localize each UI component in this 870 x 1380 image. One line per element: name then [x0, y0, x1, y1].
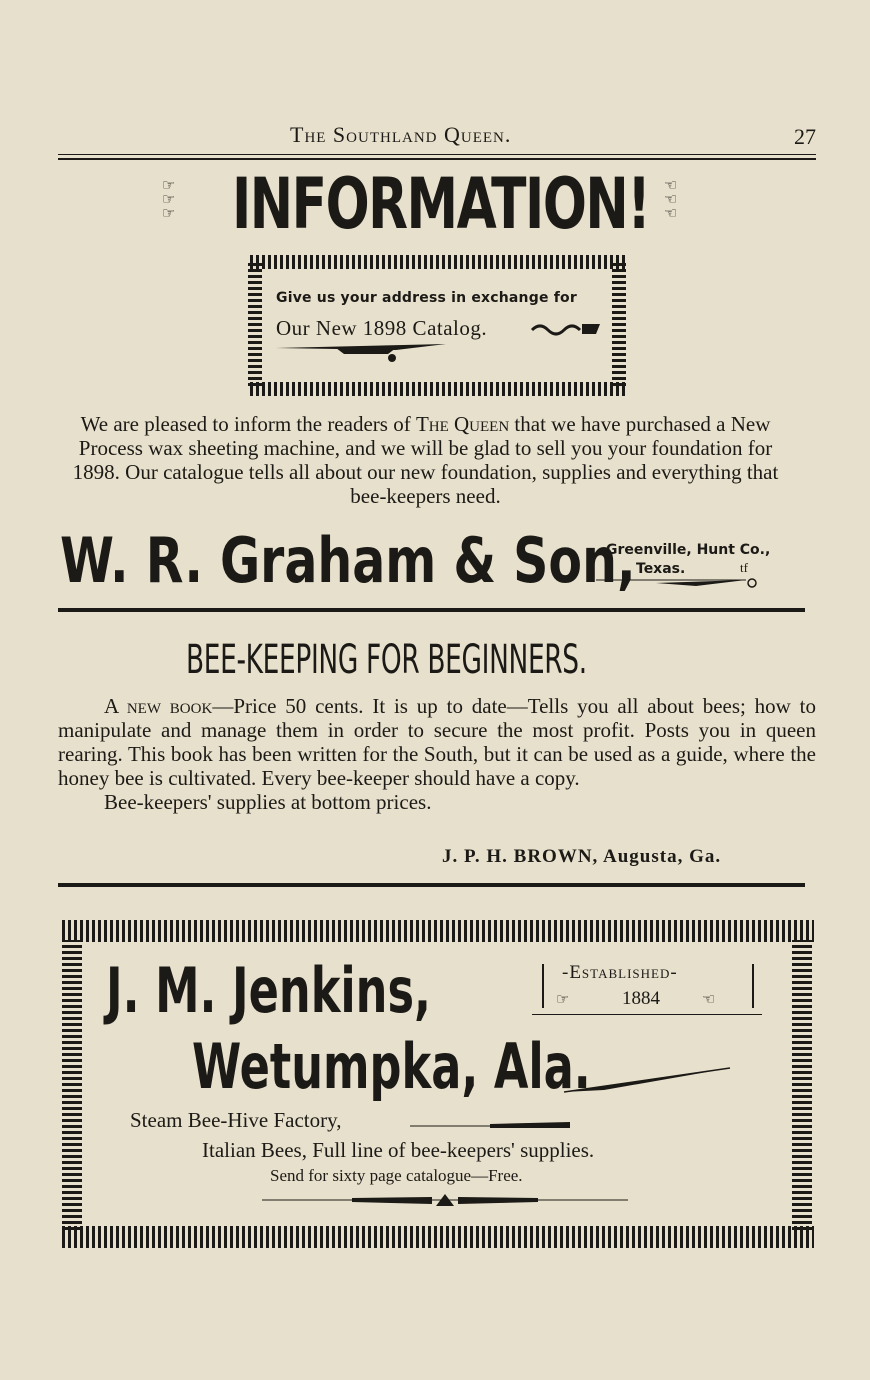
header-rule-bottom [58, 158, 816, 160]
jenkins-bottom-flourish [262, 1192, 628, 1212]
book-signature: J. P. H. BROWN, Augusta, Ga. [442, 846, 722, 867]
jenkins-line-3: Send for sixty page catalogue—Free. [270, 1166, 523, 1185]
jenkins-line-1: Steam Bee-Hive Factory, [130, 1108, 342, 1132]
box-underline-flourish [276, 340, 452, 364]
jenkins-name: J. M. Jenkins, [106, 954, 432, 1027]
firm-name: W. R. Graham & Son, [60, 524, 636, 597]
jenkins-fringe-right [792, 940, 812, 1230]
book-title: BEE-KEEPING FOR BEGINNERS. [186, 637, 587, 683]
pointing-hand-right-icon: ☞ ☞ ☞ [162, 176, 175, 222]
box-fringe-top [250, 255, 626, 269]
info-paragraph: We are pleased to inform the readers of The Queen that we have purchased a New Process wax sheeting machine, and we will be glad to sell you your foundation for 1898. Our catalogue tells all about our new foundation, supplies and everything that bee-keepers need. [72, 412, 779, 508]
section-rule-1 [58, 608, 805, 612]
page-number: 27 [794, 124, 816, 149]
box-fringe-left [248, 262, 262, 386]
ornamental-flourish-icon [530, 318, 602, 338]
box-line-1: Give us your address in exchange for [276, 290, 577, 306]
firm-note: tf [740, 560, 748, 575]
established-label: -Established- [562, 962, 678, 983]
firm-location-line2: Texas. [636, 561, 686, 577]
box-line-2: Our New 1898 Catalog. [276, 316, 488, 340]
box-fringe-bottom [250, 382, 626, 396]
firm-flourish [596, 574, 766, 590]
jenkins-line-2: Italian Bees, Full line of bee-keepers' supplies. [202, 1138, 595, 1162]
section-rule-2 [58, 883, 805, 887]
jenkins-fringe-top [62, 920, 814, 942]
established-bar-left [542, 964, 544, 1008]
jenkins-fringe-bottom [62, 1226, 814, 1248]
firm-location-line1: Greenville, Hunt Co., [606, 542, 771, 558]
running-title: The Southland Queen. [290, 122, 512, 147]
pointing-hand-left-icon: ☜ ☜ ☜ [664, 176, 677, 222]
established-hand-left-icon: ☜ [702, 990, 715, 1008]
book-paragraph: A new book—Price 50 cents. It is up to date—Tells you all about bees; how to manipulate and manage them in order to secure the most profit. Posts you in queen rearing. This book has been written for the South, but it can be used as a guide, where the honey bee is cultivated. Every bee-keeper should have a copy. Bee-keepers' supplies at bottom prices. [58, 694, 816, 814]
established-underline [532, 1014, 762, 1015]
location-flourish [564, 1066, 736, 1096]
information-headline: INFORMATION! [232, 163, 650, 245]
established-bar-right [752, 964, 754, 1008]
jenkins-location: Wetumpka, Ala. [192, 1030, 591, 1103]
line1-flourish [410, 1118, 576, 1132]
established-hand-right-icon: ☞ [556, 990, 569, 1008]
box-fringe-right [612, 262, 626, 386]
established-year: 1884 [622, 988, 660, 1009]
header-rule-top [58, 154, 816, 155]
book-supplies-line: Bee-keepers' supplies at bottom prices. [104, 790, 432, 814]
jenkins-fringe-left [62, 940, 82, 1230]
